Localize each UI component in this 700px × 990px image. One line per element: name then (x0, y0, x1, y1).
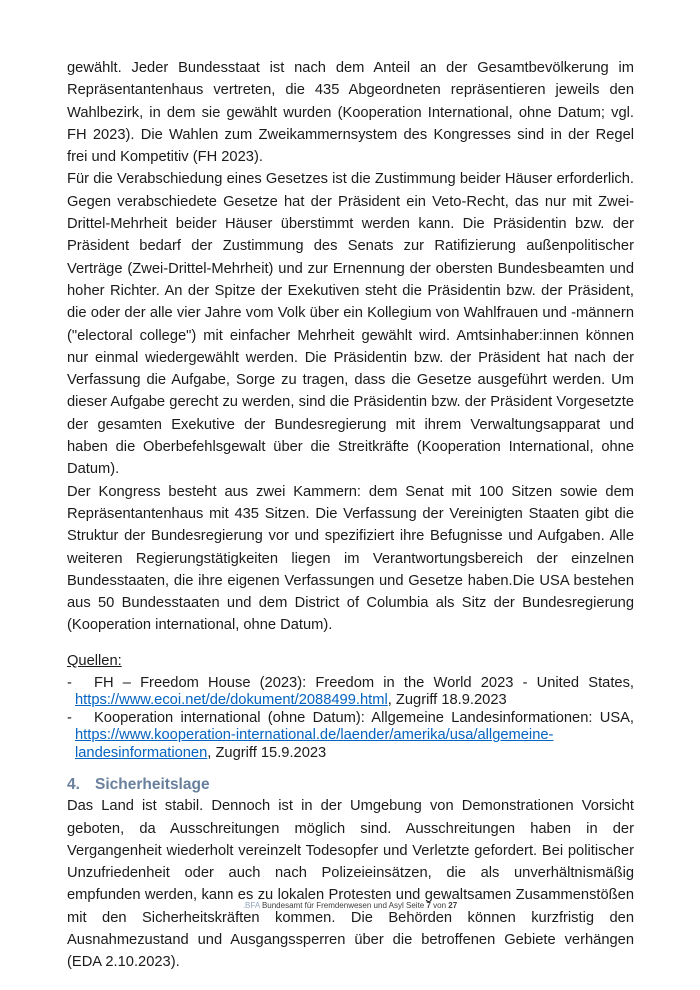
section-title: Sicherheitslage (95, 776, 210, 794)
source-access-date: , Zugriff 15.9.2023 (207, 744, 327, 761)
page-content (67, 57, 634, 974)
list-dash-marker: - (67, 674, 72, 691)
source-citation-text: Kooperation international (ohne Datum): Allgemeine Landesinformationen: USA, (94, 709, 634, 726)
security-paragraph: Das Land ist stabil. Dennoch ist in der Umgebung von Demonstrationen Vorsicht geboten, da Ausschreitungen möglich sind. Ausschreitungen haben in der Vergangenheit wiederholt vereinzelt Todesopfer und Verletzte gefordert. Bei politischer Unzufriedenheit oder auch nach Polizeieinsätzen, die als unverhältnismäßig empfunden werden, kann es zu lokalen Protesten und gewaltsamen Zusammenstößen mit den Sicherheitskräften kommen. Die Behörden können kurzfristig den Ausnahmezustand und Ausgangssperren über die betroffenen Gebiete verhängen (EDA 2.10.2023). (67, 798, 634, 971)
footer-text: Bundesamt für Fremdenwesen und Asyl Seite (259, 901, 427, 910)
source-access-date: , Zugriff 18.9.2023 (387, 692, 507, 709)
sources-heading-label: Quellen: (67, 652, 122, 669)
list-dash-marker: - (67, 709, 72, 726)
source-item (67, 675, 634, 710)
source-text (75, 710, 634, 763)
sources-heading (67, 650, 634, 672)
source-link-ecoi[interactable]: https://www.ecoi.net/de/dokument/2088499.html (75, 692, 388, 709)
footer-of-label: von (430, 901, 449, 910)
body-paragraph: gewählt. Jeder Bundesstaat ist nach dem Anteil an der Gesamtbevölkerung im Repräsentantenhaus vertreten, die 435 Abgeordneten repräsentieren jeweils den Wahlbezirk, in dem sie gewählt wurden (Kooperation International, ohne Datum; vgl. FH 2023). Die Wahlen zum Zweikammernsystem des Kongresses sind in der Regel frei und Kompetitiv (FH 2023). (67, 60, 634, 166)
section-heading (67, 775, 634, 795)
sources-list (67, 675, 634, 763)
body-paragraph: Für die Verabschiedung eines Gesetzes ist die Zustimmung beider Häuser erforderlich. Gegen verabschiedete Gesetze hat der Präsident ein Veto-Recht, das nur mit Zwei-Drittel-Mehrheit beider Häuser überstimmt werden kann. Die Präsidentin bzw. der Präsident bedarf der Zustimmung des Senats zur Ratifizierung außenpolitischer Verträge (Zwei-Drittel-Mehrheit) und zur Ernennung der obersten Bundesbeamten und hoher Richter. An der Spitze der Exekutiven steht die Präsidentin bzw. der Präsident, die oder der alle vier Jahre vom Volk über ein Kollegium von Wahlfrauen und -männern ("electoral college") mit einfacher Mehrheit gewählt wird. Amtsinhaber:innen können nur einmal wiedergewählt werden. Die Präsidentin bzw. der Präsident hat nach der Verfassung die Aufgabe, Sorge zu tragen, dass die Gesetze ausgeführt werden. Um dieser Aufgabe gerecht zu werden, sind die Präsidentin bzw. der Präsident Vorgesetzte der gesamten Exekutive der Bundesregierung mit ihrem Verwaltungsapparat und haben die Oberbefehlsgewalt über die Streitkräfte (Kooperation International, ohne Datum). (67, 171, 634, 478)
section-number: 4. (67, 776, 80, 794)
footer-total-pages: 27 (448, 901, 458, 910)
source-link-kooperation-international[interactable]: https://www.kooperation-international.de/laender/amerika/usa/allgemeine-landesinformationen (75, 727, 554, 761)
body-paragraph: Der Kongress besteht aus zwei Kammern: dem Senat mit 100 Sitzen sowie dem Repräsentantenhaus mit 435 Sitzen. Die Verfassung der Vereinigten Staaten gibt die Struktur der Bundesregierung vor und spezifiziert ihre Befugnisse und Aufgaben. Alle weiteren Regierungstätigkeiten liegen im Verantwortungsbereich der einzelnen Bundesstaaten, die ihre eigenen Verfassungen und Gesetze haben.Die USA bestehen aus 50 Bundesstaaten und dem District of Columbia als Sitz der Bundesregierung (Kooperation international, ohne Datum). (67, 483, 634, 634)
bfa-logo: .BFA (242, 901, 260, 910)
footer-page-number: 7 (426, 901, 431, 910)
source-text (75, 675, 634, 710)
source-item (67, 710, 634, 763)
source-citation-text: FH – Freedom House (2023): Freedom in the World 2023 - United States, (94, 674, 634, 691)
page-footer (0, 901, 700, 911)
